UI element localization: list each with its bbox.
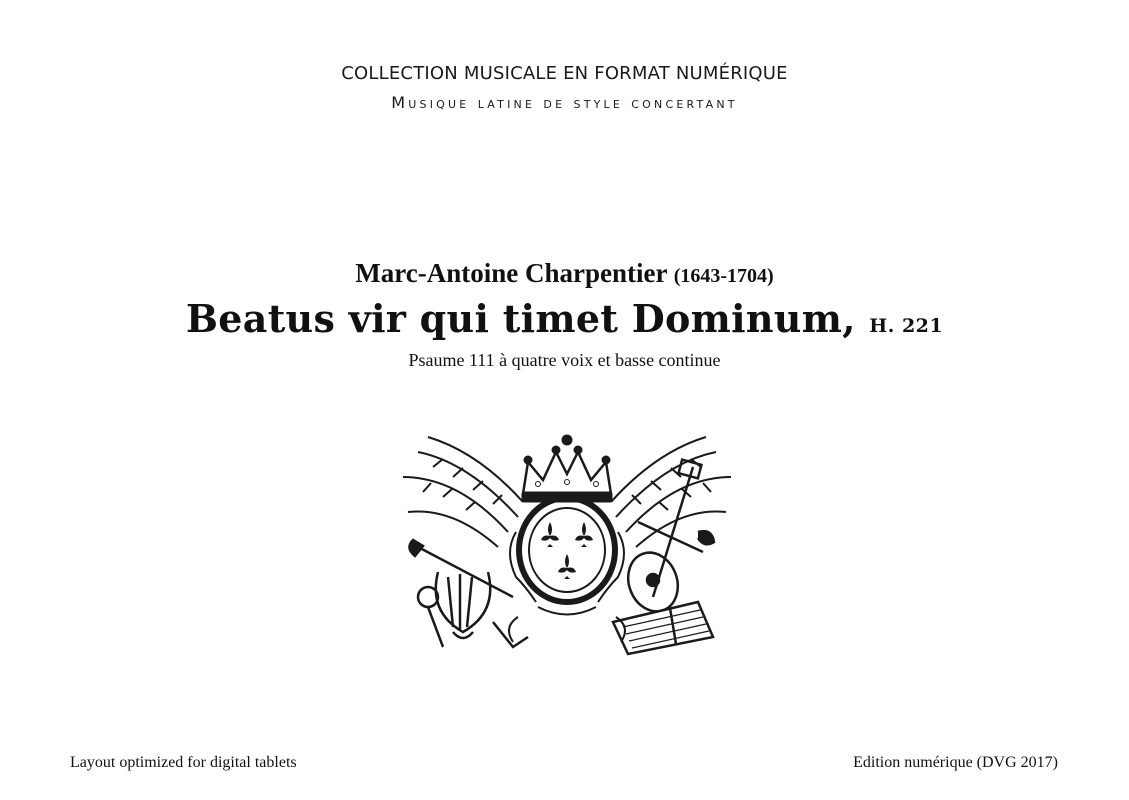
subcollection-title: Musique latine de style concertant [391, 93, 738, 112]
composer-dates: (1643-1704) [673, 265, 774, 287]
work-subtitle: Psaume 111 à quatre voix et basse continue [408, 350, 721, 370]
composer-name: Marc-Antoine Charpentier [355, 258, 667, 288]
work-title-line [0, 296, 1129, 341]
collection-title: COLLECTION MUSICALE EN FORMAT NUMÉRIQUE [341, 63, 788, 84]
footer-layout-note: Layout optimized for digital tablets [70, 754, 297, 771]
catalog-number: H. 221 [869, 315, 944, 337]
work-title: Beatus vir qui timet Dominum, [185, 296, 856, 341]
royal-coat-of-arms-with-instruments-icon [398, 422, 736, 658]
composer-line [0, 258, 1129, 289]
footer-edition-note: Edition numérique (DVG 2017) [853, 754, 1058, 771]
